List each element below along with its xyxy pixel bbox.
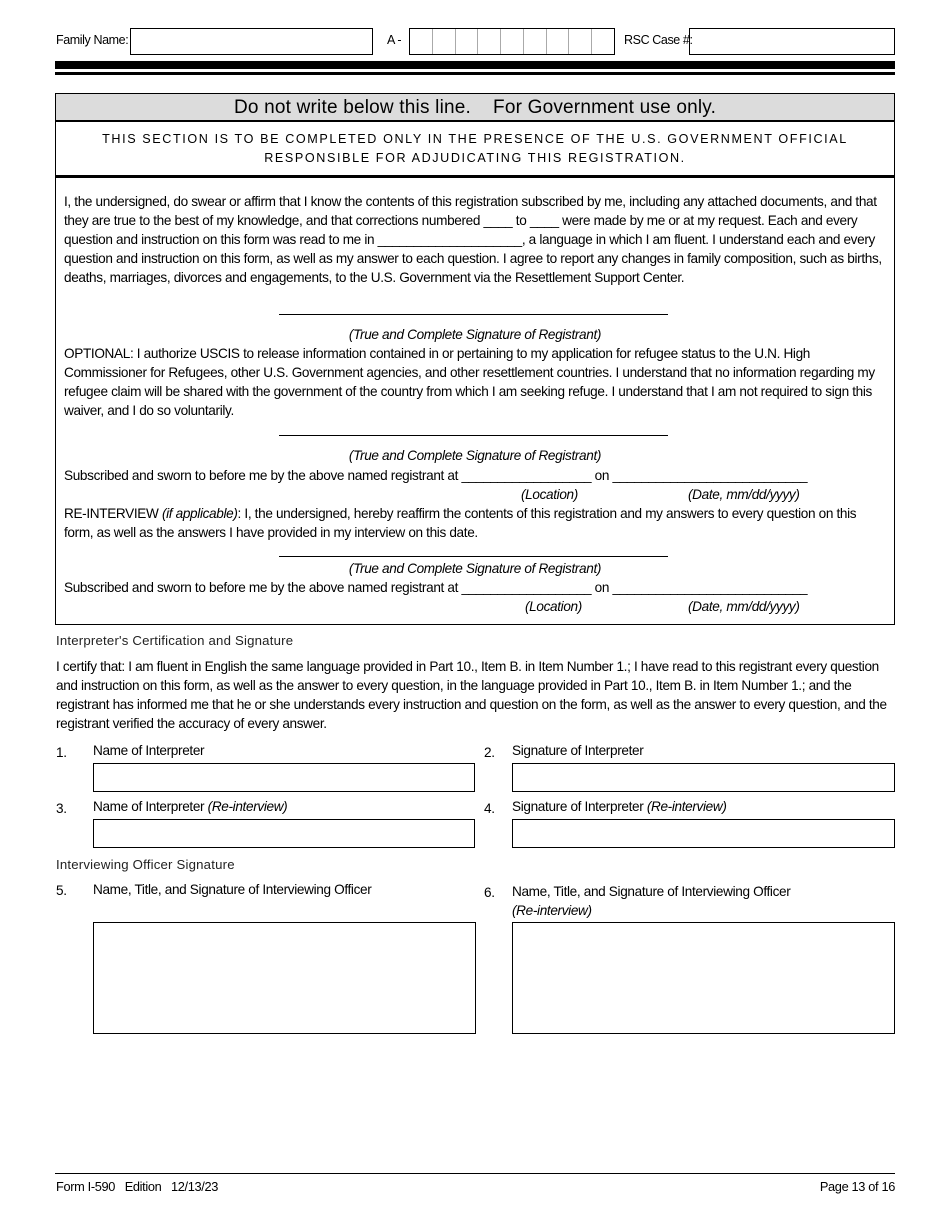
interpreter-name-reinterview-label bbox=[93, 799, 287, 814]
interpreter-certification-text: I certify that: I am fluent in English the same language provided in Part 10., Item B. in Item Number 1.; I have read to this registrant every question and instruction on this form, as well as the answer to every question, in the language provided in Part 10., Item B. in Item Number 1.; and the registrant has informed me that he or she understands every instruction and question on the form, as well as the answer to every question, and the registrant verified the accuracy of every answer. bbox=[56, 659, 887, 731]
registrant-signature-line-1[interactable] bbox=[279, 314, 668, 315]
item-number-2: 2. bbox=[484, 745, 495, 760]
notice-line-1: THIS SECTION IS TO BE COMPLETED ONLY IN THE PRESENCE OF THE U.S. GOVERNMENT OFFICIAL bbox=[102, 132, 848, 146]
government-use-banner bbox=[56, 94, 894, 122]
reinterview-label: RE-INTERVIEW bbox=[64, 506, 159, 521]
label-text: Name of Interpreter bbox=[93, 799, 208, 814]
officer-signature-reinterview-label: Name, Title, and Signature of Interviewing Officer bbox=[512, 884, 791, 899]
interpreter-signature-label: Signature of Interpreter bbox=[512, 743, 644, 758]
reinterview-body: : I, the undersigned, hereby reaffirm the contents of this registration and my answers to every question on this form, as well as the answers I have provided in my interview on this date. bbox=[64, 506, 857, 540]
item-number-1: 1. bbox=[56, 745, 67, 760]
signature-caption-3: (True and Complete Signature of Registrant) bbox=[348, 561, 602, 576]
header-divider-thin bbox=[55, 72, 895, 75]
item-number-4: 4. bbox=[484, 801, 495, 816]
banner-text-1: Do not write below this line. bbox=[233, 97, 472, 118]
registrant-signature-line-2[interactable] bbox=[279, 435, 668, 436]
officer-signature-reinterview-field[interactable] bbox=[512, 922, 895, 1034]
label-note: (Re-interview) bbox=[646, 799, 727, 814]
item-number-5: 5. bbox=[56, 883, 67, 898]
officer-section-heading: Interviewing Officer Signature bbox=[56, 857, 235, 872]
registrant-signature-line-3[interactable] bbox=[279, 556, 668, 557]
optional-waiver-text: OPTIONAL: I authorize USCIS to release information contained in or pertaining to my application for refugee status to the U.N. High Commissioner for Refugees, other U.S. Government agencies, and other resettlement countries. I understand that no information regarding my refugee claim will be shared with the government of the country from which I am seeking refuge. I understand that I am not required to sign this waiver, and I do so voluntarily. bbox=[64, 346, 875, 418]
sworn-statement-2[interactable]: Subscribed and sworn to before me by the above named registrant at __________________ on ___________________________ bbox=[64, 580, 808, 595]
a-number-digit[interactable] bbox=[478, 29, 501, 54]
a-number-digit[interactable] bbox=[433, 29, 456, 54]
location-caption-2: (Location) bbox=[525, 599, 582, 614]
interpreter-section-heading: Interpreter's Certification and Signature bbox=[56, 633, 294, 648]
officer-signature-field[interactable] bbox=[93, 922, 476, 1034]
rsc-case-label: RSC Case #: bbox=[624, 33, 693, 47]
date-caption-1: (Date, mm/dd/yyyy) bbox=[688, 487, 800, 502]
a-number-digit[interactable] bbox=[592, 29, 614, 54]
a-number-digit[interactable] bbox=[524, 29, 547, 54]
family-name-field[interactable] bbox=[130, 28, 373, 55]
signature-caption-1: (True and Complete Signature of Registrant) bbox=[348, 327, 602, 342]
a-number-digit[interactable] bbox=[456, 29, 479, 54]
oath-text: I, the undersigned, do swear or affirm that I know the contents of this registration subscribed by me, including any attached documents, and that they are true to the best of my knowledge, and that corrections numbered ____ to ____ were made by me or at my request. Each and every question and instruction on this form was read to me in ____________________, a language in which I am fluent. I understand each and every question and instruction on this form, as well as my answer to each question. I agree to report any changes in family composition, such as births, deaths, marriages, divorces and engagements, to the U.S. Government via the Resettlement Support Center. bbox=[64, 194, 882, 285]
a-number-digit[interactable] bbox=[569, 29, 592, 54]
sworn-statement-1[interactable]: Subscribed and sworn to before me by the above named registrant at __________________ on ___________________________ bbox=[64, 468, 808, 483]
a-number-digit[interactable] bbox=[501, 29, 524, 54]
item-number-3: 3. bbox=[56, 801, 67, 816]
form-edition: Form I-590 Edition 12/13/23 bbox=[56, 1179, 219, 1194]
interpreter-signature-reinterview-field[interactable] bbox=[512, 819, 895, 848]
government-use-section bbox=[55, 93, 895, 625]
interpreter-name-label: Name of Interpreter bbox=[93, 743, 205, 758]
item-number-6: 6. bbox=[484, 885, 495, 900]
reinterview-text bbox=[64, 504, 888, 542]
interpreter-signature-field[interactable] bbox=[512, 763, 895, 792]
a-number-label: A - bbox=[387, 33, 402, 47]
interpreter-name-field[interactable] bbox=[93, 763, 475, 792]
interpreter-name-reinterview-field[interactable] bbox=[93, 819, 475, 848]
date-caption-2: (Date, mm/dd/yyyy) bbox=[688, 599, 800, 614]
label-note: (Re-interview) bbox=[207, 799, 288, 814]
page-number: Page 13 of 16 bbox=[819, 1179, 895, 1194]
banner-text-2: For Government use only. bbox=[493, 97, 717, 118]
officer-signature-reinterview-note: (Re-interview) bbox=[512, 903, 592, 918]
a-number-digit[interactable] bbox=[547, 29, 570, 54]
footer-divider bbox=[55, 1173, 895, 1174]
family-name-label: Family Name: bbox=[56, 33, 129, 47]
officer-signature-label: Name, Title, and Signature of Interviewing Officer bbox=[93, 882, 372, 897]
signature-caption-2: (True and Complete Signature of Registrant) bbox=[348, 448, 602, 463]
a-number-field[interactable] bbox=[409, 28, 615, 55]
location-caption-1: (Location) bbox=[521, 487, 578, 502]
a-number-digit[interactable] bbox=[410, 29, 433, 54]
reinterview-note: (if applicable) bbox=[161, 506, 238, 521]
official-presence-notice bbox=[56, 122, 894, 178]
header-divider-thick bbox=[55, 61, 895, 69]
interpreter-signature-reinterview-label bbox=[512, 799, 727, 814]
label-text: Signature of Interpreter bbox=[512, 799, 647, 814]
rsc-case-field[interactable] bbox=[689, 28, 895, 55]
notice-line-2: RESPONSIBLE FOR ADJUDICATING THIS REGISTRATION. bbox=[264, 151, 686, 165]
